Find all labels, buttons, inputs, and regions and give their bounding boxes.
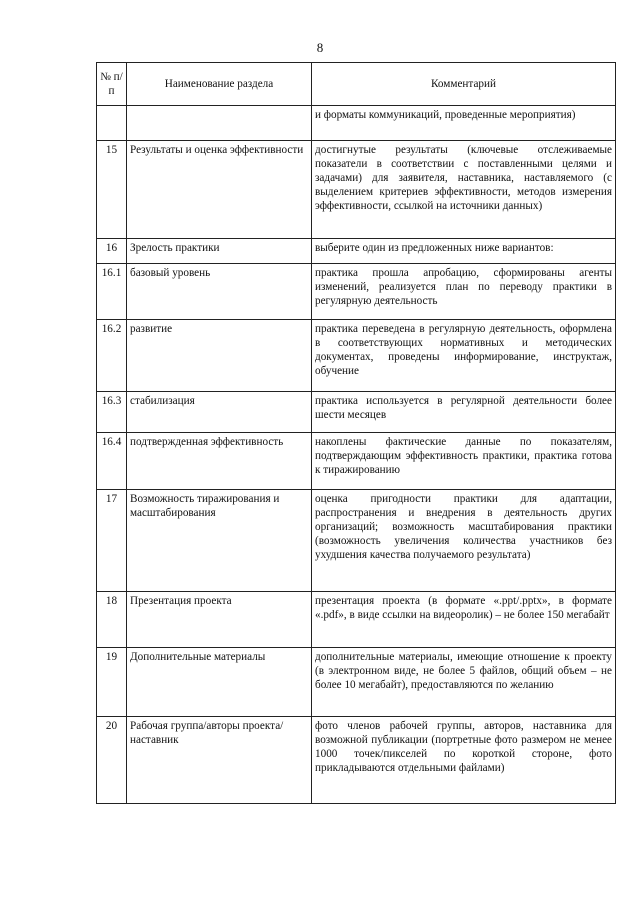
row-name: Зрелость практики (127, 239, 312, 264)
table-row (97, 264, 616, 320)
table-row (97, 106, 616, 141)
row-comment: и форматы коммуникаций, проведенные мероприятия) (312, 106, 616, 141)
row-comment: фото членов рабочей группы, авторов, наставника для возможной публикации (портретные фото размером не менее 1000 точек/пикселей по короткой стороне, фото прикладываются отдельными файлами) (312, 717, 616, 804)
row-comment: достигнутые результаты (ключевые отслеживаемые показатели в соответствии с поставленными целями и задачами) для заявителя, наставника, наставляемого (с выделением критериев эффективности, методов измерения эффективности, ссылкой на источники данных) (312, 141, 616, 239)
page-number: 8 (316, 40, 324, 55)
table-row (97, 320, 616, 392)
row-name: Результаты и оценка эффективности (127, 141, 312, 239)
row-name: Возможность тиражирования и масштабирования (127, 490, 312, 592)
row-name: Презентация проекта (127, 592, 312, 648)
row-comment: практика используется в регулярной деятельности более шести месяцев (312, 392, 616, 433)
row-comment: выберите один из предложенных ниже вариантов: (312, 239, 616, 264)
table-row (97, 239, 616, 264)
row-num: 16 (97, 239, 127, 264)
row-comment: накоплены фактические данные по показателям, подтверждающим эффективность практики, практика готова к тиражированию (312, 433, 616, 490)
row-name: стабилизация (127, 392, 312, 433)
row-comment: дополнительные материалы, имеющие отношение к проекту (в электронном виде, не более 5 файлов, общий объем – не более 10 мегабайт), предоставляются по желанию (312, 648, 616, 717)
table-row (97, 433, 616, 490)
row-num: 18 (97, 592, 127, 648)
row-name: Дополнительные материалы (127, 648, 312, 717)
table-row (97, 141, 616, 239)
row-name: базовый уровень (127, 264, 312, 320)
row-num: 15 (97, 141, 127, 239)
row-num: 16.1 (97, 264, 127, 320)
row-comment: презентация проекта (в формате «.ppt/.pptx», в формате «.pdf», в виде ссылки на видеоролик) – не более 150 мегабайт (312, 592, 616, 648)
row-comment: практика прошла апробацию, сформированы агенты изменений, реализуется план по переводу практики в регулярную деятельность (312, 264, 616, 320)
table-row (97, 648, 616, 717)
row-num: 16.4 (97, 433, 127, 490)
header-comment: Комментарий (312, 63, 616, 106)
row-num: 16.2 (97, 320, 127, 392)
row-name: развитие (127, 320, 312, 392)
row-num: 19 (97, 648, 127, 717)
row-num: 17 (97, 490, 127, 592)
row-num: 20 (97, 717, 127, 804)
header-num: № п/п (97, 63, 127, 106)
table-row (97, 592, 616, 648)
row-num: 16.3 (97, 392, 127, 433)
table-header-row (97, 63, 616, 106)
header-name: Наименование раздела (127, 63, 312, 106)
table-row (97, 490, 616, 592)
table-row (97, 717, 616, 804)
table-row (97, 392, 616, 433)
sections-table (96, 62, 616, 804)
row-num (97, 106, 127, 141)
row-name (127, 106, 312, 141)
row-comment: практика переведена в регулярную деятельность, оформлена в соответствующих нормативных и методических документах, проведены информирование, инструктаж, обучение (312, 320, 616, 392)
row-comment: оценка пригодности практики для адаптации, распространения и внедрения в деятельность других организаций; возможность масштабирования практики (возможность увеличения количества участников без ухудшения качества получаемого результата) (312, 490, 616, 592)
row-name: подтвержденная эффективность (127, 433, 312, 490)
row-name: Рабочая группа/авторы проекта/наставник (127, 717, 312, 804)
